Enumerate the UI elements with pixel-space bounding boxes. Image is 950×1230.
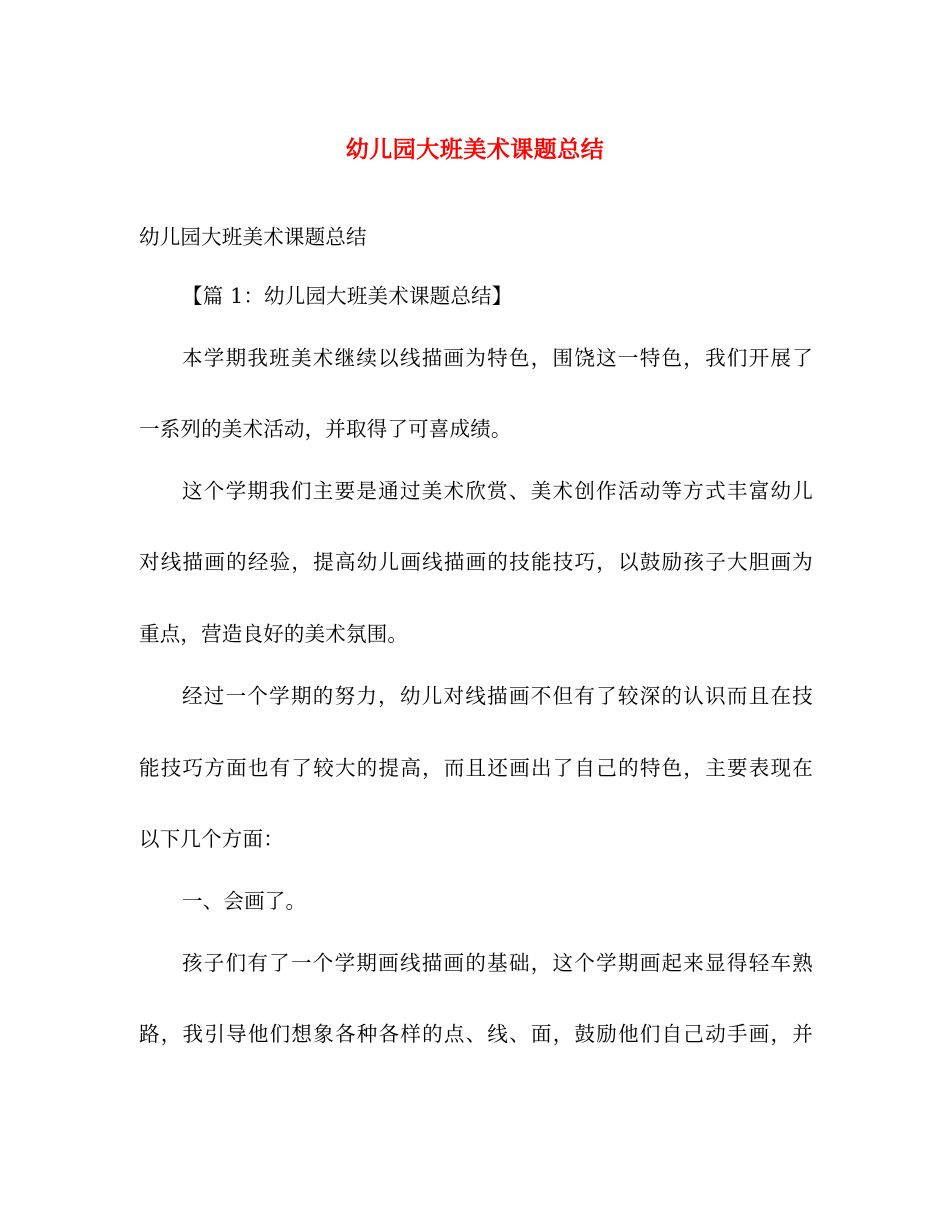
paragraph-line: 以下几个方面： (139, 827, 284, 851)
paragraph-line: 本学期我班美术继续以线描画为特色，围饶这一特色，我们开展了 (182, 346, 813, 370)
paragraph-line: 这个学期我们主要是通过美术欣赏、美术创作活动等方式丰富幼儿 (182, 479, 813, 503)
paragraph-line: 一系列的美术活动，并取得了可喜成绩。 (139, 417, 512, 441)
subtitle-line: 幼儿园大班美术课题总结 (139, 225, 367, 249)
section-heading: 【篇 1：幼儿园大班美术课题总结】 (182, 284, 513, 308)
document-title: 幼儿园大班美术课题总结 (345, 136, 605, 163)
paragraph-line: 对线描画的经验，提高幼儿画线描画的技能技巧，以鼓励孩子大胆画为 (139, 550, 813, 574)
paragraph-line: 重点，营造良好的美术氛围。 (139, 622, 409, 646)
paragraph-line: 能技巧方面也有了较大的提高，而且还画出了自己的特色，主要表现在 (139, 756, 813, 780)
paragraph-line: 孩子们有了一个学期画线描画的基础，这个学期画起来显得轻车熟 (182, 951, 813, 975)
paragraph-line: 路，我引导他们想象各种各样的点、线、面，鼓励他们自己动手画，并 (139, 1022, 813, 1046)
paragraph-line: 经过一个学期的努力，幼儿对线描画不但有了较深的认识而且在技 (182, 684, 813, 708)
list-heading: 一、会画了。 (182, 889, 307, 913)
